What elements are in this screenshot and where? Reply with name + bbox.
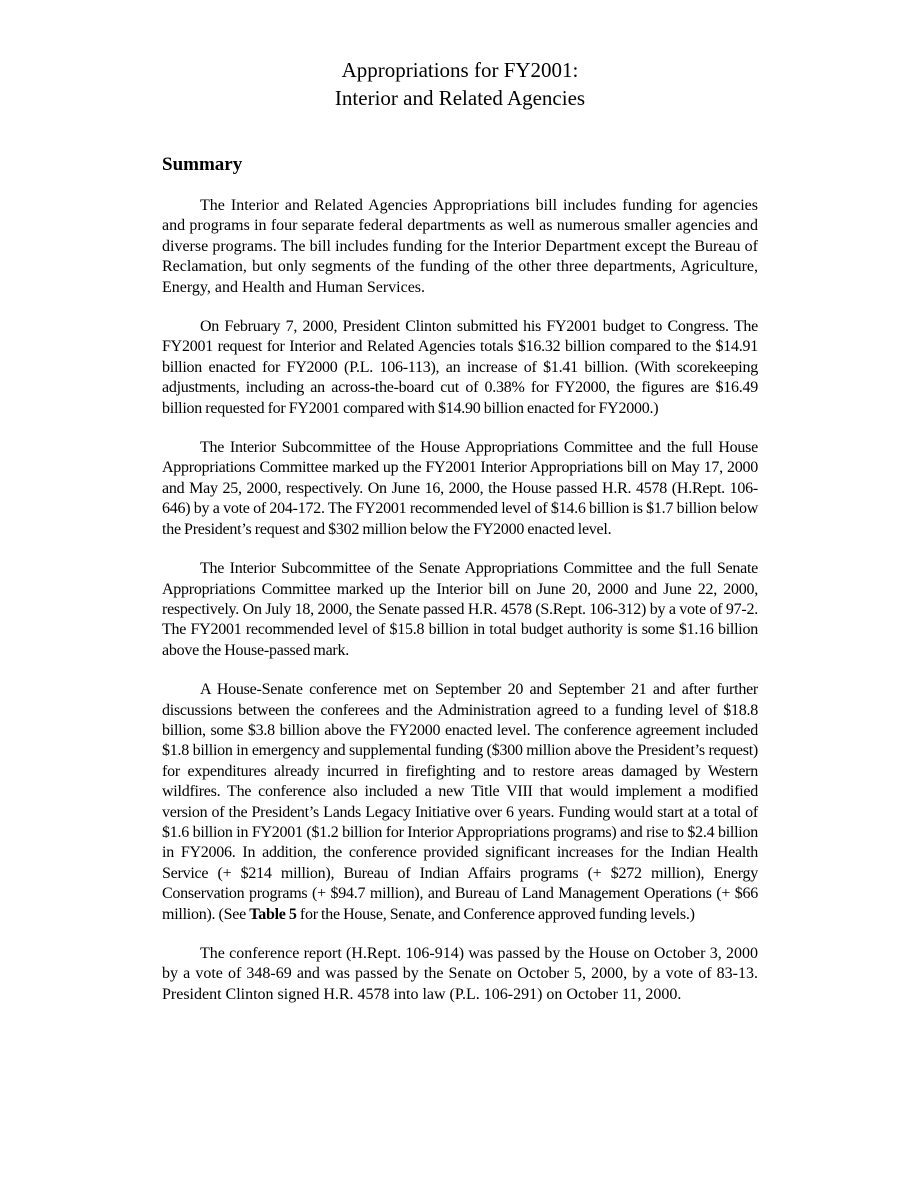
paragraph-3: The Interior Subcommittee of the House Appropriations Committee and the full House Appropriations Committee marked up the FY2001 Interior Appropriations bill on May 17, 2000 and May 25, 2000, respectively. On June 16, 2000, the House passed H.R. 4578 (H.Rept. 106-646) by a vote of 204-172. The FY2001 recommended level of $14.6 billion is $1.7 billion below the President’s request and $302 million below the FY2000 enacted level. [162,439,758,538]
paragraph-6: The conference report (H.Rept. 106-914) was passed by the House on October 3, 2000 by a vote of 348-69 and was passed by the Senate on October 5, 2000, by a vote of 83-13. President Clinton signed H.R. 4578 into law (P.L. 106-291) on October 11, 2000. [162,945,758,1003]
title-line-2: Interior and Related Agencies [334,86,586,110]
paragraph-5-text-b: for the House, Senate, and Conference approved funding levels.) [296,905,695,923]
paragraph-2: On February 7, 2000, President Clinton submitted his FY2001 budget to Congress. The FY2001 request for Interior and Related Agencies totals $16.32 billion compared to the $14.91 billion enacted for FY2000 (P.L. 106-113), an increase of $1.41 billion. (With scorekeeping adjustments, including an across-the-board cut of 0.38% for FY2000, the figures are $16.49 billion requested for FY2001 compared with $14.90 billion enacted for FY2000.) [162,318,758,417]
document-title [162,56,758,112]
table-5-reference: Table 5 [249,905,297,923]
paragraph-5-text-a: A House-Senate conference met on September 20 and September 21 and after further discussions between the conferees and the Administration agreed to a funding level of $18.8 billion, some $3.8 billion above the FY2000 enacted level. The conference agreement included $1.8 billion in emergency and supplemental funding ($300 million above the President’s request) for expenditures already incurred in firefighting and to restore areas damaged by Western wildfires. The conference also included a new Title VIII that would implement a modified version of the President’s Lands Legacy Initiative over 6 years. Funding would start at a total of $1.6 billion in FY2001 ($1.2 billion for Interior Appropriations programs) and rise to $2.4 billion in FY2006. In addition, the conference provided significant increases for the Indian Health Service (+ $214 million), Bureau of Indian Affairs programs (+ $272 million), Energy Conservation programs (+ $94.7 million), and Bureau of Land Management Operations (+ $66 million). (See [162,681,758,923]
title-line-1: Appropriations for FY2001: [341,58,579,82]
paragraph-4: The Interior Subcommittee of the Senate Appropriations Committee and the full Senate Appropriations Committee marked up the Interior bill on June 20, 2000 and June 22, 2000, respectively. On July 18, 2000, the Senate passed H.R. 4578 (S.Rept. 106-312) by a vote of 97-2. The FY2001 recommended level of $15.8 billion in total budget authority is some $1.16 billion above the House-passed mark. [162,560,758,659]
paragraph-5 [162,680,758,925]
paragraph-1: The Interior and Related Agencies Appropriations bill includes funding for agencies and programs in four separate federal departments as well as numerous smaller agencies and diverse programs. The bill includes funding for the Interior Department except the Bureau of Reclamation, but only segments of the funding of the other three departments, Agriculture, Energy, and Health and Human Services. [162,197,758,296]
section-heading-summary: Summary [162,154,243,175]
document-page [162,0,758,1005]
